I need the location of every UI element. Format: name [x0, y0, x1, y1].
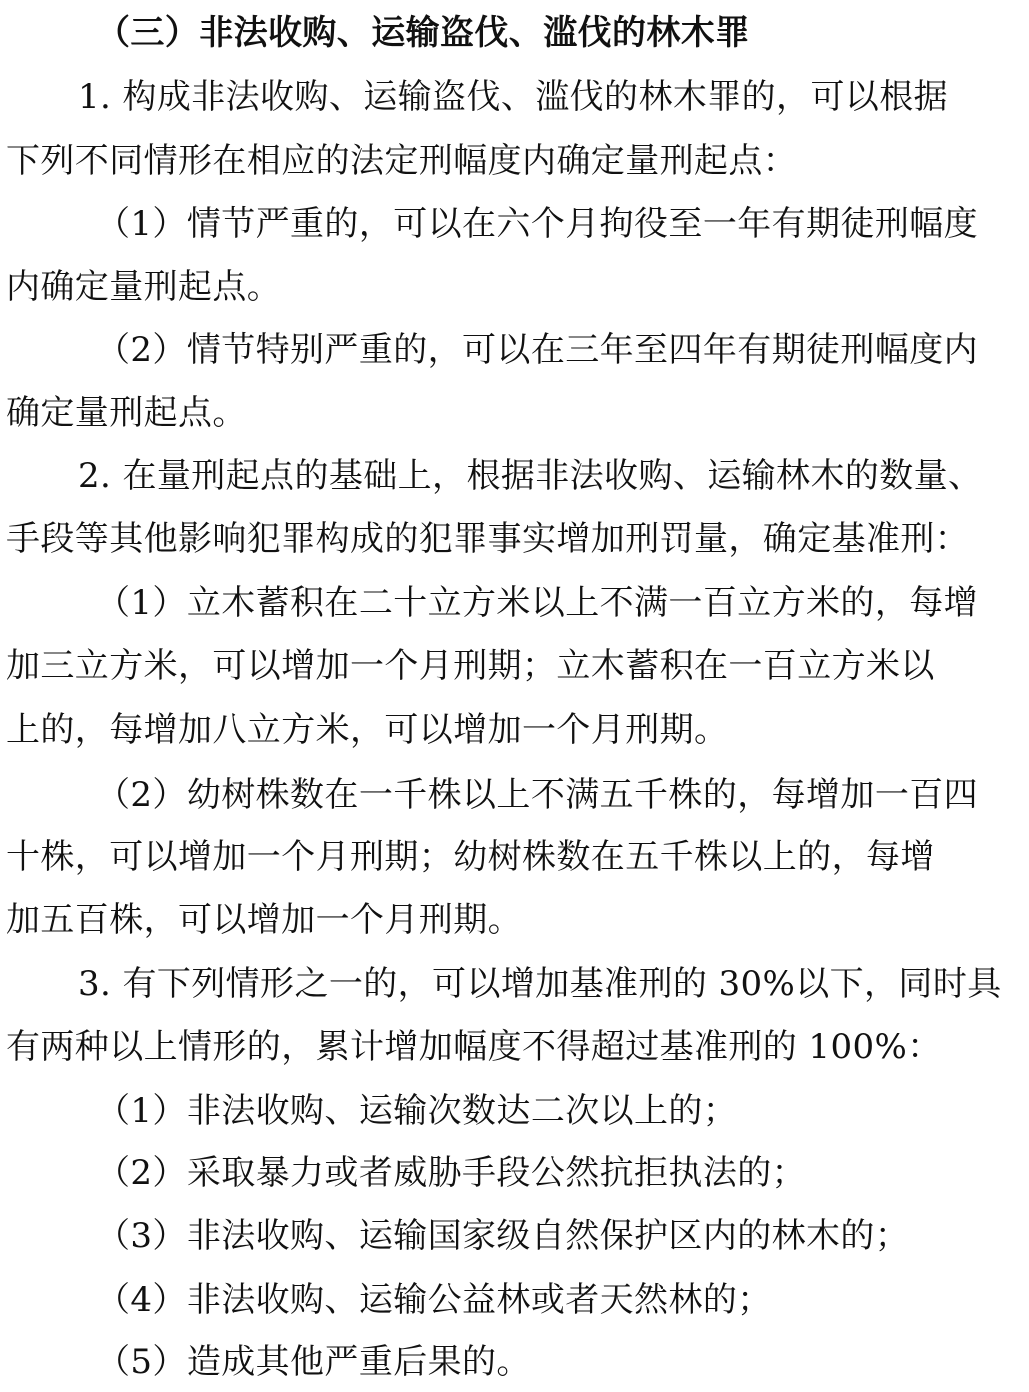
item-2-2-line-2: 十株，可以增加一个月刑期；幼树株数在五千株以上的，每增 — [6, 837, 935, 877]
item-3-4: （4）非法收购、运输公益林或者天然林的； — [96, 1280, 772, 1320]
item-3-1: （1）非法收购、运输次数达二次以上的； — [96, 1091, 738, 1131]
section-title: （三）非法收购、运输盗伐、滥伐的林木罪 — [96, 13, 750, 53]
item-3-2: （2）采取暴力或者威胁手段公然抗拒执法的； — [96, 1153, 807, 1193]
item-2-1-line-1: （1）立木蓄积在二十立方米以上不满一百立方米的，每增 — [96, 583, 979, 623]
paragraph-3-line-2: 有两种以上情形的，累计增加幅度不得超过基准刑的 100%： — [6, 1027, 942, 1067]
item-1-2-line-2: 确定量刑起点。 — [6, 393, 247, 433]
item-1-2-line-1: （2）情节特别严重的，可以在三年至四年有期徒刑幅度内 — [96, 330, 979, 370]
paragraph-1-line-2: 下列不同情形在相应的法定刑幅度内确定量刑起点： — [6, 141, 798, 181]
paragraph-2-line-1: 2. 在量刑起点的基础上，根据非法收购、运输林木的数量、 — [78, 456, 983, 496]
paragraph-1-line-1: 1. 构成非法收购、运输盗伐、滥伐的林木罪的，可以根据 — [78, 77, 949, 117]
item-3-3: （3）非法收购、运输国家级自然保护区内的林木的； — [96, 1216, 910, 1256]
item-2-1-line-2: 加三立方米，可以增加一个月刑期；立木蓄积在一百立方米以 — [6, 646, 935, 686]
item-2-2-line-1: （2）幼树株数在一千株以上不满五千株的，每增加一百四 — [96, 775, 979, 815]
item-2-2-line-3: 加五百株，可以增加一个月刑期。 — [6, 900, 522, 940]
paragraph-2-line-2: 手段等其他影响犯罪构成的犯罪事实增加刑罚量，确定基准刑： — [6, 519, 970, 559]
item-1-1-line-2: 内确定量刑起点。 — [6, 267, 282, 307]
item-1-1-line-1: （1）情节严重的，可以在六个月拘役至一年有期徒刑幅度 — [96, 204, 979, 244]
item-3-5: （5）造成其他严重后果的。 — [96, 1342, 531, 1382]
item-2-1-line-3: 上的，每增加八立方米，可以增加一个月刑期。 — [6, 710, 729, 750]
paragraph-3-line-1: 3. 有下列情形之一的，可以增加基准刑的 30%以下，同时具 — [78, 964, 1002, 1004]
